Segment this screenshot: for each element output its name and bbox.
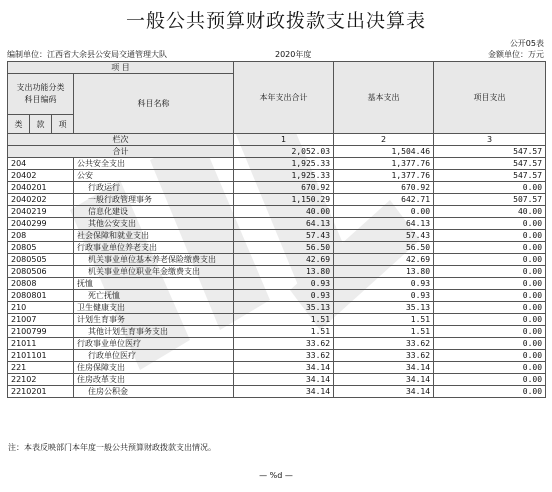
row-basic: 57.43 [334, 230, 434, 242]
row-subject-name: 公安 [74, 170, 234, 182]
header-xiang: 项 [52, 115, 74, 134]
row-code: 204 [8, 158, 74, 170]
row-project: 0.00 [434, 218, 546, 230]
row-code: 2100799 [8, 326, 74, 338]
header-basic-col: 基本支出 [334, 62, 434, 134]
header-kuan: 款 [30, 115, 52, 134]
row-project: 0.00 [434, 230, 546, 242]
row-total: 1,925.33 [234, 170, 334, 182]
row-basic: 34.14 [334, 362, 434, 374]
row-code: 2080801 [8, 290, 74, 302]
row-basic: 33.62 [334, 350, 434, 362]
row-subject-name: 住房保障支出 [74, 362, 234, 374]
table-row [8, 206, 546, 218]
row-project: 0.00 [434, 278, 546, 290]
meta-row [7, 49, 544, 61]
row-basic: 1.51 [334, 314, 434, 326]
header-subject-name: 科目名称 [74, 74, 234, 134]
row-project: 0.00 [434, 314, 546, 326]
row-project: 40.00 [434, 206, 546, 218]
total-row-label: 合计 [8, 146, 234, 158]
row-subject-name: 计划生育事务 [74, 314, 234, 326]
row-basic: 0.00 [334, 206, 434, 218]
row-total: 40.00 [234, 206, 334, 218]
row-subject-name: 死亡抚恤 [74, 290, 234, 302]
row-total: 670.92 [234, 182, 334, 194]
row-code: 2040201 [8, 182, 74, 194]
row-code: 20402 [8, 170, 74, 182]
table-row [8, 266, 546, 278]
table-row [8, 338, 546, 350]
header-cat: 类 [8, 115, 30, 134]
total-amount: 2,052.03 [234, 146, 334, 158]
table-row [8, 374, 546, 386]
amount-unit: 金额单位：万元 [488, 50, 544, 59]
page-title: 一般公共预算财政拨款支出决算表 [125, 10, 426, 32]
row-subject-name: 社会保障和就业支出 [74, 230, 234, 242]
row-code: 208 [8, 230, 74, 242]
table-row [8, 242, 546, 254]
row-subject-name: 其他公安支出 [74, 218, 234, 230]
col-number-1: 1 [234, 134, 334, 146]
row-total: 42.69 [234, 254, 334, 266]
table-row [8, 182, 546, 194]
row-basic: 42.69 [334, 254, 434, 266]
row-total: 64.13 [234, 218, 334, 230]
row-total: 33.62 [234, 350, 334, 362]
row-basic: 0.93 [334, 290, 434, 302]
row-code: 210 [8, 302, 74, 314]
row-project: 0.00 [434, 242, 546, 254]
row-project: 0.00 [434, 326, 546, 338]
row-code: 20808 [8, 278, 74, 290]
row-project: 547.57 [434, 170, 546, 182]
col-number-2: 2 [334, 134, 434, 146]
row-project: 547.57 [434, 158, 546, 170]
row-total: 1.51 [234, 326, 334, 338]
row-code: 2101101 [8, 350, 74, 362]
table-row [8, 362, 546, 374]
row-basic: 34.14 [334, 386, 434, 398]
row-code: 221 [8, 362, 74, 374]
row-basic: 1.51 [334, 326, 434, 338]
table-row [8, 230, 546, 242]
row-subject-name: 机关事业单位职业年金缴费支出 [74, 266, 234, 278]
row-code: 22102 [8, 374, 74, 386]
row-project: 0.00 [434, 362, 546, 374]
row-code: 2040202 [8, 194, 74, 206]
row-total: 33.62 [234, 338, 334, 350]
row-basic: 1,377.76 [334, 158, 434, 170]
total-basic: 1,504.46 [334, 146, 434, 158]
table-row [8, 194, 546, 206]
table-row [8, 278, 546, 290]
row-basic: 1,377.76 [334, 170, 434, 182]
row-subject-name: 卫生健康支出 [74, 302, 234, 314]
table-body [8, 158, 546, 398]
row-subject-name: 机关事业单位基本养老保险缴费支出 [74, 254, 234, 266]
table-row [8, 302, 546, 314]
row-total: 1.51 [234, 314, 334, 326]
page-footer: — %d — [259, 471, 293, 480]
row-basic: 13.80 [334, 266, 434, 278]
row-project: 0.00 [434, 290, 546, 302]
col-number-3: 3 [434, 134, 546, 146]
expenditure-table [7, 61, 546, 398]
row-subject-name: 行政事业单位养老支出 [74, 242, 234, 254]
table-row [8, 386, 546, 398]
row-subject-name: 公共安全支出 [74, 158, 234, 170]
row-project: 0.00 [434, 254, 546, 266]
row-project: 0.00 [434, 266, 546, 278]
row-total: 0.93 [234, 278, 334, 290]
row-basic: 0.93 [334, 278, 434, 290]
header-project-col: 项目支出 [434, 62, 546, 134]
table-note: 注：本表反映部门本年度一般公共预算财政拨款支出情况。 [8, 443, 216, 452]
row-total: 13.80 [234, 266, 334, 278]
table-row [8, 218, 546, 230]
row-subject-name: 住房改革支出 [74, 374, 234, 386]
row-total: 35.13 [234, 302, 334, 314]
table-row [8, 350, 546, 362]
row-total: 57.43 [234, 230, 334, 242]
fiscal-year: 2020年度 [275, 50, 312, 59]
table-row [8, 290, 546, 302]
row-project: 0.00 [434, 182, 546, 194]
row-project: 507.57 [434, 194, 546, 206]
row-basic: 34.14 [334, 374, 434, 386]
row-total: 56.50 [234, 242, 334, 254]
compiling-unit: 编制单位：江西省大余县公安局交通管理大队 [7, 50, 167, 59]
header-item: 项 目 [8, 62, 234, 74]
table-row [8, 254, 546, 266]
row-subject-name: 行政单位医疗 [74, 350, 234, 362]
table-code: 公开05表 [509, 39, 544, 48]
row-total: 1,150.29 [234, 194, 334, 206]
row-subject-name: 一般行政管理事务 [74, 194, 234, 206]
table-row [8, 314, 546, 326]
row-basic: 64.13 [334, 218, 434, 230]
row-basic: 35.13 [334, 302, 434, 314]
row-subject-name: 信息化建设 [74, 206, 234, 218]
row-total: 0.93 [234, 290, 334, 302]
header-func-code: 支出功能分类 科目编码 [8, 74, 74, 115]
row-total: 34.14 [234, 374, 334, 386]
lanci-label: 栏次 [8, 134, 234, 146]
row-project: 0.00 [434, 302, 546, 314]
row-code: 21011 [8, 338, 74, 350]
header-total-col: 本年支出合计 [234, 62, 334, 134]
row-total: 34.14 [234, 386, 334, 398]
row-subject-name: 抚恤 [74, 278, 234, 290]
table-row [8, 170, 546, 182]
table-row [8, 326, 546, 338]
table-row [8, 158, 546, 170]
row-subject-name: 住房公积金 [74, 386, 234, 398]
row-code: 2080505 [8, 254, 74, 266]
row-basic: 56.50 [334, 242, 434, 254]
row-basic: 642.71 [334, 194, 434, 206]
row-project: 0.00 [434, 338, 546, 350]
row-code: 21007 [8, 314, 74, 326]
row-code: 20805 [8, 242, 74, 254]
row-project: 0.00 [434, 386, 546, 398]
row-project: 0.00 [434, 350, 546, 362]
total-project: 547.57 [434, 146, 546, 158]
row-basic: 33.62 [334, 338, 434, 350]
row-basic: 670.92 [334, 182, 434, 194]
row-code: 2080506 [8, 266, 74, 278]
row-project: 0.00 [434, 374, 546, 386]
row-subject-name: 其他计划生育事务支出 [74, 326, 234, 338]
row-subject-name: 行政运行 [74, 182, 234, 194]
row-code: 2040299 [8, 218, 74, 230]
row-code: 2210201 [8, 386, 74, 398]
row-subject-name: 行政事业单位医疗 [74, 338, 234, 350]
row-code: 2040219 [8, 206, 74, 218]
row-total: 34.14 [234, 362, 334, 374]
row-total: 1,925.33 [234, 158, 334, 170]
